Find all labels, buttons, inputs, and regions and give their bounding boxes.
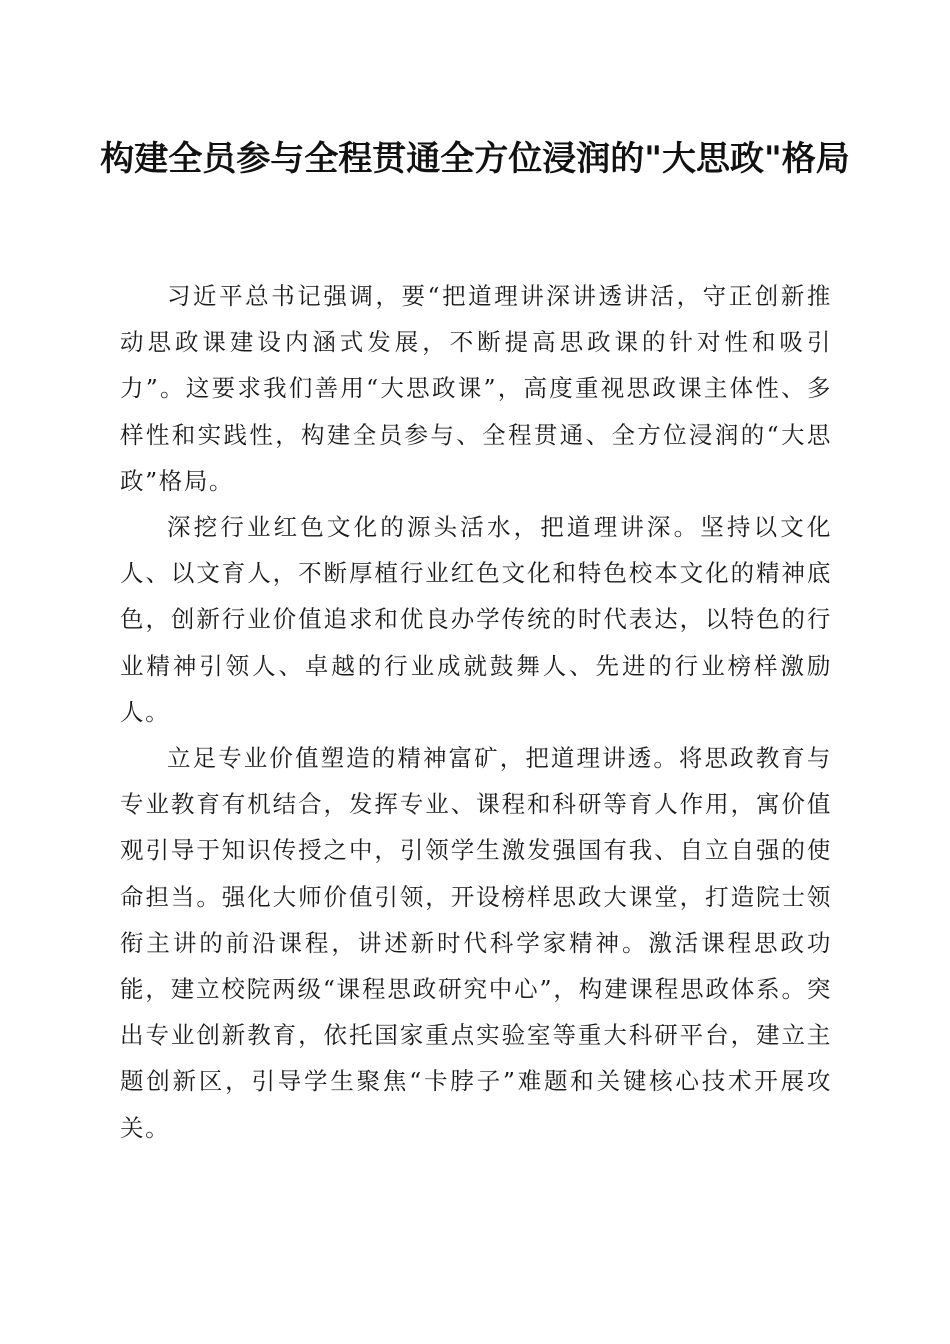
document-body xyxy=(120,273,832,1151)
paragraph-intro: 习近平总书记强调，要“把道理讲深讲透讲活，守正创新推动思政课建设内涵式发展，不断提高思政课的针对性和吸引力”。这要求我们善用“大思政课”，高度重视思政课主体性、多样性和实践性，构建全员参与、全程贯通、全方位浸润的“大思政”格局。 xyxy=(120,282,832,495)
paragraph-professional-value: 立足专业价值塑造的精神富矿，把道理讲透。将思政教育与专业教育有机结合，发挥专业、课程和科研等育人作用，寓价值观引导于知识传授之中，引领学生激发强国有我、自立自强的使命担当。强化大师价值引领，开设榜样思政大课堂，打造院士领衔主讲的前沿课程，讲述新时代科学家精神。激活课程思政功能，建立校院两级“课程思政研究中心”，构建课程思政体系。突出专业创新教育，依托国家重点实验室等重大科研平台，建立主题创新区，引导学生聚焦“卡脖子”难题和关键核心技术开展攻关。 xyxy=(120,744,832,1142)
document-title: 构建全员参与全程贯通全方位浸润的"大思政"格局 xyxy=(100,139,850,179)
paragraph-red-culture: 深挖行业红色文化的源头活水，把道理讲深。坚持以文化人、以文育人，不断厚植行业红色文化和特色校本文化的精神底色，创新行业价值追求和优良办学传统的时代表达，以特色的行业精神引领人、卓越的行业成就鼓舞人、先进的行业榜样激励人。 xyxy=(120,513,832,726)
